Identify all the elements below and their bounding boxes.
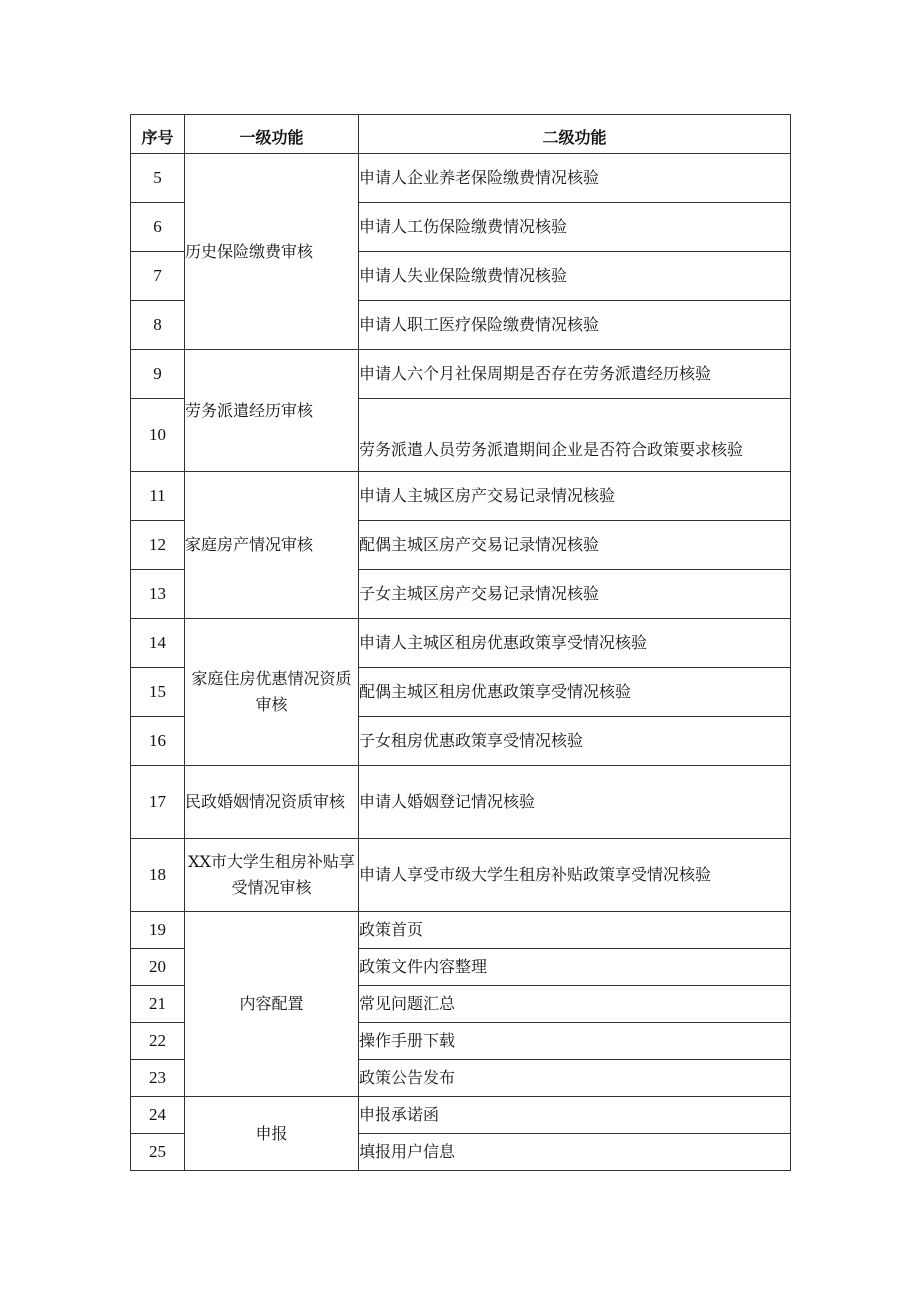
row-index: 11	[131, 472, 185, 521]
row-index: 13	[131, 570, 185, 619]
level1-function: XX市大学生租房补贴享受情况审核	[185, 839, 359, 912]
table-header-row	[131, 115, 791, 154]
level1-function: 家庭住房优惠情况资质审核	[185, 619, 359, 766]
level2-function: 申请人企业养老保险缴费情况核验	[359, 154, 791, 203]
row-index: 23	[131, 1060, 185, 1097]
row-index: 10	[131, 399, 185, 472]
level2-function: 子女租房优惠政策享受情况核验	[359, 717, 791, 766]
level2-function: 申请人婚姻登记情况核验	[359, 766, 791, 839]
level2-function: 常见问题汇总	[359, 986, 791, 1023]
level2-function: 政策首页	[359, 912, 791, 949]
row-index: 22	[131, 1023, 185, 1060]
row-index: 25	[131, 1134, 185, 1171]
row-index: 20	[131, 949, 185, 986]
row-index: 16	[131, 717, 185, 766]
level2-function: 申请人六个月社保周期是否存在劳务派遣经历核验	[359, 350, 791, 399]
level2-function: 政策公告发布	[359, 1060, 791, 1097]
level2-function: 配偶主城区房产交易记录情况核验	[359, 521, 791, 570]
row-index: 12	[131, 521, 185, 570]
table-row	[131, 472, 791, 521]
table-row	[131, 912, 791, 949]
level1-function: 民政婚姻情况资质审核	[185, 766, 359, 839]
level2-function: 子女主城区房产交易记录情况核验	[359, 570, 791, 619]
row-index: 21	[131, 986, 185, 1023]
level2-function: 申报承诺函	[359, 1097, 791, 1134]
header-level1: 一级功能	[185, 115, 359, 154]
level2-function: 申请人职工医疗保险缴费情况核验	[359, 301, 791, 350]
row-index: 14	[131, 619, 185, 668]
table-row	[131, 619, 791, 668]
row-index: 18	[131, 839, 185, 912]
function-table	[130, 114, 791, 1171]
row-index: 6	[131, 203, 185, 252]
row-index: 5	[131, 154, 185, 203]
row-index: 19	[131, 912, 185, 949]
row-index: 7	[131, 252, 185, 301]
level2-function: 申请人主城区租房优惠政策享受情况核验	[359, 619, 791, 668]
level2-function: 申请人享受市级大学生租房补贴政策享受情况核验	[359, 839, 791, 912]
table-row	[131, 766, 791, 839]
row-index: 17	[131, 766, 185, 839]
level1-function: 内容配置	[185, 912, 359, 1097]
row-index: 9	[131, 350, 185, 399]
header-index: 序号	[131, 115, 185, 154]
table-row	[131, 1097, 791, 1134]
level2-function: 申请人工伤保险缴费情况核验	[359, 203, 791, 252]
level2-function: 配偶主城区租房优惠政策享受情况核验	[359, 668, 791, 717]
header-level2: 二级功能	[359, 115, 791, 154]
row-index: 15	[131, 668, 185, 717]
level2-function: 填报用户信息	[359, 1134, 791, 1171]
row-index: 24	[131, 1097, 185, 1134]
level2-function: 操作手册下载	[359, 1023, 791, 1060]
table-row	[131, 350, 791, 399]
level2-function: 政策文件内容整理	[359, 949, 791, 986]
row-index: 8	[131, 301, 185, 350]
level1-function: 家庭房产情况审核	[185, 472, 359, 619]
level2-function: 申请人主城区房产交易记录情况核验	[359, 472, 791, 521]
level1-function: 申报	[185, 1097, 359, 1171]
level1-function: 历史保险缴费审核	[185, 154, 359, 350]
level1-function: 劳务派遣经历审核	[185, 350, 359, 472]
level2-function: 劳务派遣人员劳务派遣期间企业是否符合政策要求核验	[359, 399, 791, 472]
table-row	[131, 154, 791, 203]
level2-function: 申请人失业保险缴费情况核验	[359, 252, 791, 301]
table-row	[131, 839, 791, 912]
